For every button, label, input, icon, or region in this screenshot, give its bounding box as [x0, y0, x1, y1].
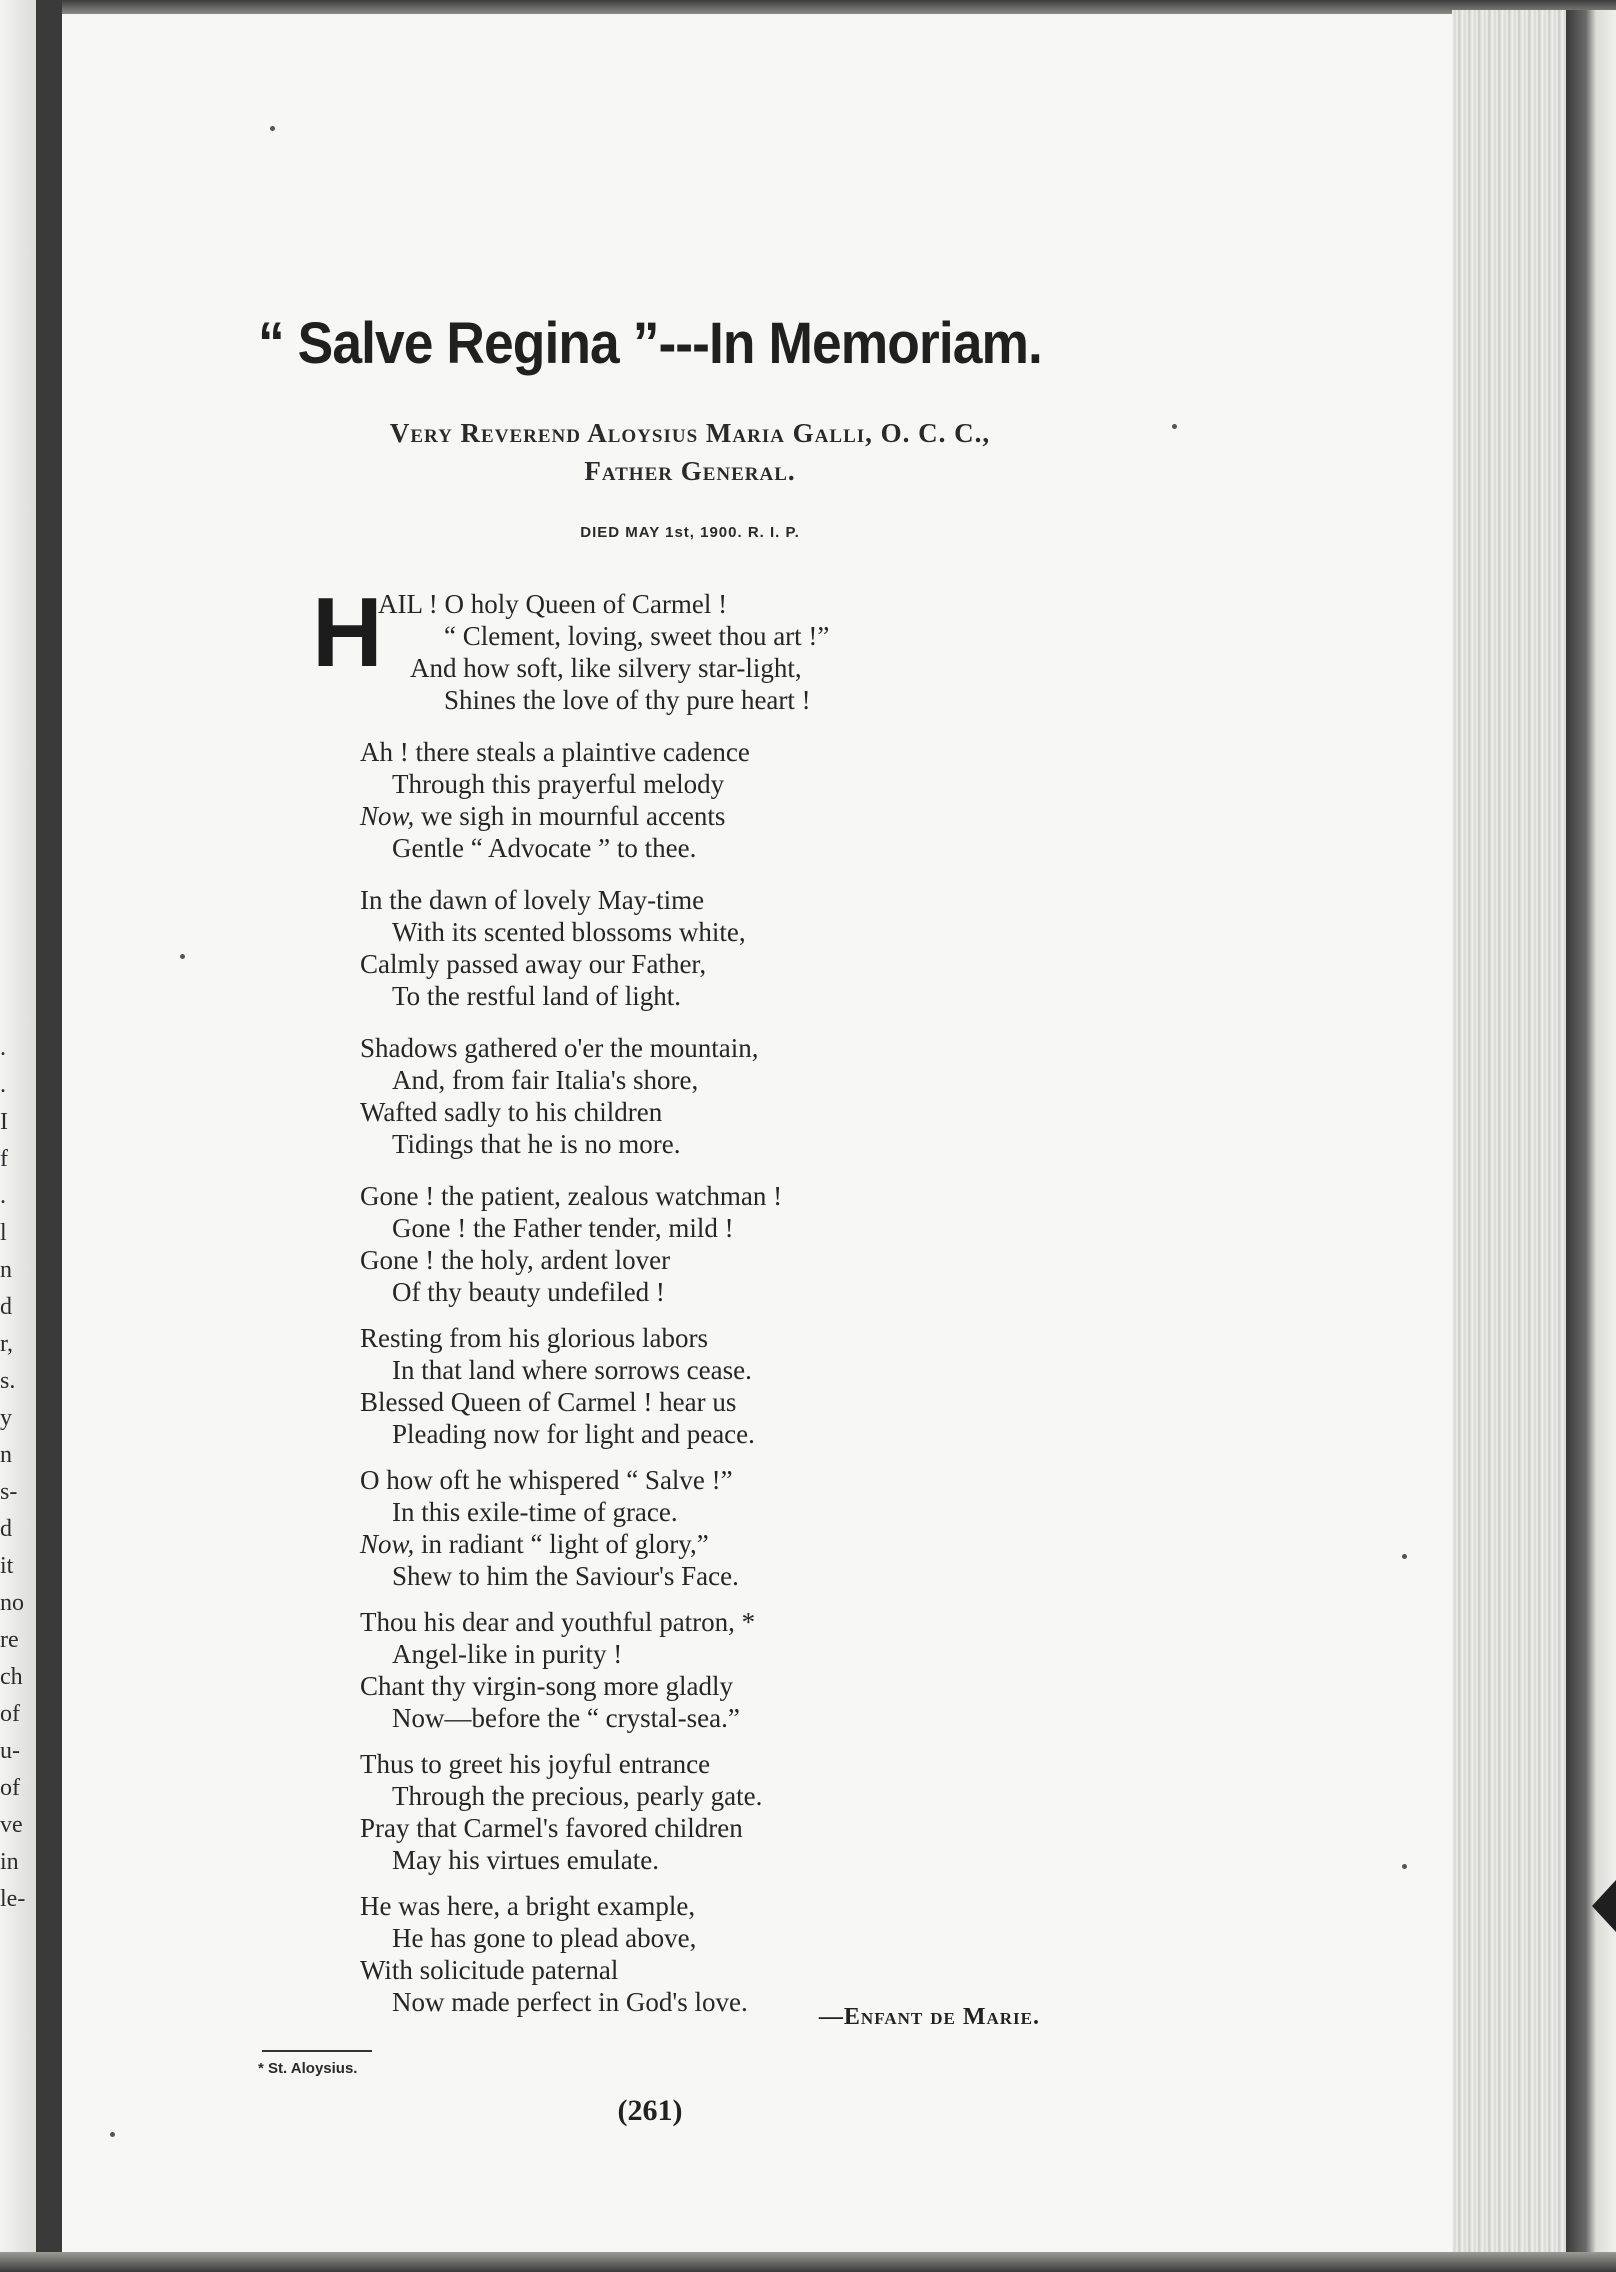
poem-line: AIL ! O holy Queen of Carmel ! — [378, 589, 728, 619]
poem-line: Now made perfect in God's love. — [392, 1987, 748, 2017]
previous-page-fragment: re — [0, 1627, 19, 1653]
poem-line: With its scented blossoms white, — [392, 917, 746, 947]
poem-line: Through the precious, pearly gate. — [392, 1781, 763, 1811]
poem-line: Chant thy virgin-song more gladly — [360, 1671, 733, 1701]
poem-stanza — [360, 1322, 1080, 1450]
previous-page-fragment: . — [0, 1072, 6, 1098]
previous-page-fragment: in — [0, 1849, 19, 1875]
previous-page-fragment: n — [0, 1442, 12, 1468]
previous-page-fragment: r, — [0, 1331, 14, 1357]
poem-stanza — [360, 1890, 1080, 2018]
footnote-rule — [262, 2050, 372, 2052]
byline — [250, 414, 1130, 490]
poem-line: Shew to him the Saviour's Face. — [392, 1561, 739, 1591]
previous-page-fragment: le- — [0, 1886, 26, 1912]
page-edges — [1452, 10, 1566, 2272]
previous-page-fragment: . — [0, 1183, 6, 1209]
drop-cap: H — [312, 577, 383, 687]
poem-line: Gone ! the patient, zealous watchman ! — [360, 1181, 783, 1211]
poem-line: Through this prayerful melody — [392, 769, 725, 799]
previous-page-fragment: of — [0, 1701, 20, 1727]
poem-stanza — [360, 1464, 1080, 1592]
speck — [1402, 1864, 1407, 1869]
previous-page-fragment: s. — [0, 1368, 16, 1394]
poem-line: In this exile-time of grace. — [392, 1497, 678, 1527]
byline-name: Very Reverend Aloysius Maria Galli, O. C. C., — [389, 418, 991, 448]
poem-stanza — [360, 1748, 1080, 1876]
previous-page-fragment: I — [0, 1109, 8, 1135]
poem-line: And, from fair Italia's shore, — [392, 1065, 699, 1095]
poem-line: Shadows gathered o'er the mountain, — [360, 1033, 759, 1063]
poem-stanza — [360, 1606, 1080, 1734]
poem-line: To the restful land of light. — [392, 981, 682, 1011]
poem-line: Thou his dear and youthful patron, * — [360, 1607, 756, 1637]
page-number: (261) — [617, 2094, 683, 2127]
poem-line: He has gone to plead above, — [392, 1923, 697, 1953]
poem-line: Pray that Carmel's favored children — [360, 1813, 743, 1843]
poem-line: Wafted sadly to his children — [360, 1097, 663, 1127]
poem-line: O how oft he whispered “ Salve !” — [360, 1465, 733, 1495]
previous-page-fragment: s- — [0, 1479, 18, 1505]
poem-line: Blessed Queen of Carmel ! hear us — [360, 1387, 737, 1417]
previous-page-fragment: ve — [0, 1812, 23, 1838]
poem-stanza — [312, 577, 1080, 716]
previous-page-fragment: . — [0, 1035, 6, 1061]
poem-line: Calmly passed away our Father, — [360, 949, 707, 979]
previous-page-fragment: n — [0, 1257, 12, 1283]
poem-line: Angel-like in purity ! — [392, 1639, 623, 1669]
poem-line: In that land where sorrows cease. — [392, 1355, 752, 1385]
poem-line: “ Clement, loving, sweet thou art !” — [444, 621, 830, 651]
poem-line: Thus to greet his joyful entrance — [360, 1749, 711, 1779]
page-title: “ Salve Regina ”---In Memoriam. — [258, 311, 1042, 376]
previous-page-fragment: l — [0, 1220, 7, 1246]
byline-office: Father General. — [584, 456, 796, 486]
poem-line: With solicitude paternal — [360, 1955, 619, 1985]
poem-line: Gentle “ Advocate ” to thee. — [392, 833, 697, 863]
poem-stanza — [360, 884, 1080, 1012]
book-cover-edge — [1566, 10, 1616, 2272]
poem-line: Now—before the “ crystal-sea.” — [392, 1703, 740, 1733]
poem-line: Pleading now for light and peace. — [392, 1419, 755, 1449]
poem-stanza — [360, 1180, 1080, 1308]
previous-page-fragment: f — [0, 1146, 8, 1172]
speck — [270, 126, 275, 131]
previous-page-fragment: ch — [0, 1664, 23, 1690]
previous-page-fragment: u- — [0, 1738, 20, 1764]
previous-page-fragment: y — [0, 1405, 12, 1431]
poem-line: Resting from his glorious labors — [360, 1323, 708, 1353]
previous-page-text-fragments — [0, 1030, 36, 1918]
previous-page-fragment: d — [0, 1516, 12, 1542]
previous-page-fragment: no — [0, 1590, 24, 1616]
previous-page-fragment: d — [0, 1294, 12, 1320]
poem-line: He was here, a bright example, — [360, 1891, 696, 1921]
death-date: DIED MAY 1st, 1900. R. I. P. — [580, 524, 800, 541]
poem-line: And how soft, like silvery star-light, — [410, 653, 802, 683]
poem-line: Tidings that he is no more. — [392, 1129, 681, 1159]
poem-line: In the dawn of lovely May-time — [360, 885, 705, 915]
signature: —Enfant de Marie. — [818, 2004, 1040, 2030]
speck — [1402, 1554, 1407, 1559]
previous-page-fragment: of — [0, 1775, 20, 1801]
book-bottom-edge — [0, 2252, 1616, 2272]
speck — [1172, 424, 1177, 429]
poem-line: Gone ! the holy, ardent lover — [360, 1245, 671, 1275]
poem-line: Now, in radiant “ light of glory,” — [360, 1529, 709, 1559]
poem-line: May his virtues emulate. — [392, 1845, 659, 1875]
speck — [110, 2132, 115, 2137]
poem-line: Shines the love of thy pure heart ! — [444, 685, 811, 715]
speck — [180, 954, 185, 959]
poem-stanza — [360, 736, 1080, 864]
poem-stanza — [360, 1032, 1080, 1160]
footnote: * St. Aloysius. — [258, 2060, 358, 2077]
book-top-edge — [0, 0, 1616, 14]
poem-line: Ah ! there steals a plaintive cadence — [360, 737, 750, 767]
previous-page-fragment: it — [0, 1553, 14, 1579]
poem-line: Now, we sigh in mournful accents — [360, 801, 726, 831]
poem-line: Gone ! the Father tender, mild ! — [392, 1213, 734, 1243]
page-clip-mark — [1592, 1880, 1616, 1932]
poem-line: Of thy beauty undefiled ! — [392, 1277, 665, 1307]
poem — [312, 577, 1080, 2018]
